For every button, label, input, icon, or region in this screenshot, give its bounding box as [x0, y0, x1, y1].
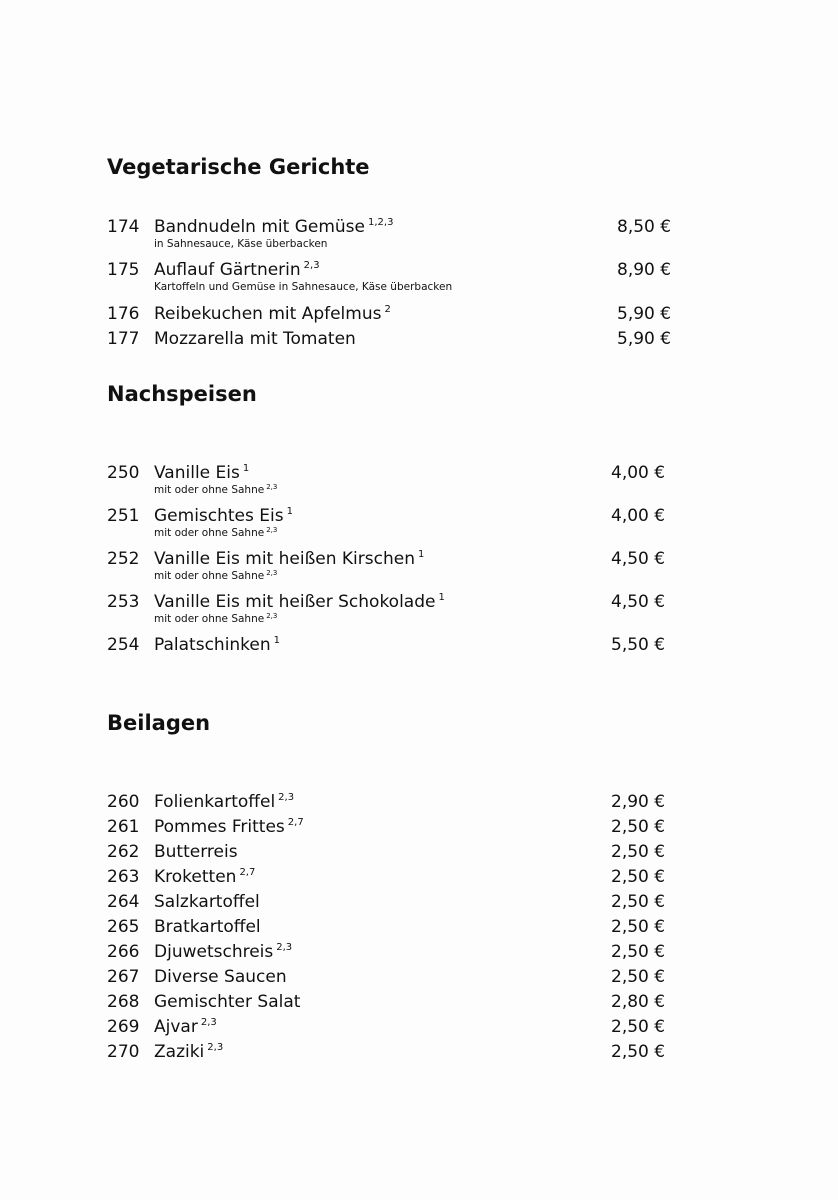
item-allergens: 1,2,3: [367, 217, 394, 228]
menu-item: [107, 259, 682, 293]
item-allergens: 2,3: [278, 792, 295, 803]
menu-item: [107, 1016, 682, 1038]
item-number: 252: [107, 549, 140, 569]
item-number: 262: [107, 842, 140, 862]
item-allergens: 2: [384, 304, 391, 315]
item-number: 261: [107, 817, 140, 837]
item-name: Djuwetschreis: [154, 942, 274, 962]
item-name-wrap: [154, 259, 320, 281]
section-title-beilagen: Beilagen: [107, 711, 211, 735]
item-name-wrap: [154, 303, 391, 325]
item-number: 270: [107, 1042, 140, 1062]
item-allergens: 1: [273, 635, 281, 646]
item-allergens: 1: [438, 592, 445, 603]
item-description-allergens: 2,3: [266, 483, 278, 491]
section-title-vegetarisch: Vegetarische Gerichte: [107, 155, 370, 179]
item-number: 254: [107, 635, 140, 655]
item-number: 269: [107, 1017, 140, 1037]
item-number: 267: [107, 967, 140, 987]
item-name: Gemischtes Eis: [154, 506, 284, 526]
item-description-wrap: [154, 527, 277, 540]
item-allergens: 1: [418, 549, 425, 560]
item-name: Ajvar: [154, 1017, 198, 1037]
item-name: Bandnudeln mit Gemüse: [154, 217, 365, 237]
item-number: 176: [107, 304, 140, 324]
item-name: Folienkartoffel: [154, 792, 276, 812]
item-description: mit oder ohne Sahne: [154, 570, 265, 582]
menu-item: [107, 1041, 682, 1063]
menu-item: [107, 548, 682, 582]
item-price: 5,90 €: [617, 329, 672, 349]
item-name: Gemischter Salat: [154, 992, 301, 1012]
item-price: 2,50 €: [611, 1017, 666, 1037]
item-name: Reibekuchen mit Apfelmus: [154, 304, 382, 324]
item-description-wrap: [154, 570, 277, 583]
item-name-wrap: [154, 1041, 223, 1063]
item-number: 175: [107, 260, 140, 280]
menu-item: [107, 791, 682, 813]
item-name: Butterreis: [154, 842, 238, 862]
item-number: 264: [107, 892, 140, 912]
item-name: Vanille Eis mit heißer Schokolade: [154, 592, 436, 612]
item-name-wrap: [154, 634, 280, 656]
item-price: 5,90 €: [617, 304, 672, 324]
menu-item: [107, 991, 682, 1013]
item-name-wrap: [154, 462, 249, 484]
item-name-wrap: [154, 505, 293, 527]
menu-item: [107, 941, 682, 963]
item-price: 2,50 €: [611, 967, 666, 987]
item-name-wrap: [154, 216, 393, 238]
item-price: 4,00 €: [611, 463, 666, 483]
item-allergens: 1: [286, 506, 293, 517]
item-name: Diverse Saucen: [154, 967, 287, 987]
item-name-wrap: [154, 591, 445, 613]
item-name: Salzkartoffel: [154, 892, 260, 912]
item-price: 2,50 €: [611, 917, 666, 937]
item-description-allergens: 2,3: [266, 612, 278, 620]
item-price: 2,80 €: [611, 992, 666, 1012]
item-name-wrap: [154, 866, 255, 888]
menu-item: [107, 816, 682, 838]
menu-item: [107, 591, 682, 625]
item-number: 174: [107, 217, 140, 237]
item-price: 5,50 €: [611, 635, 666, 655]
item-name: Bratkartoffel: [154, 917, 261, 937]
item-name: Zaziki: [154, 1042, 205, 1062]
item-allergens: 2,3: [303, 260, 320, 271]
menu-item: [107, 891, 682, 913]
item-name: Kroketten: [154, 867, 237, 887]
item-number: 251: [107, 506, 140, 526]
menu-item: [107, 328, 682, 350]
item-allergens: 1: [242, 463, 250, 474]
item-allergens: 2,3: [276, 942, 293, 953]
section-title-nachspeisen: Nachspeisen: [107, 382, 257, 406]
item-number: 266: [107, 942, 140, 962]
item-allergens: 2,7: [239, 867, 256, 878]
item-price: 2,50 €: [611, 817, 666, 837]
item-number: 268: [107, 992, 140, 1012]
menu-item: [107, 216, 682, 250]
item-price: 8,50 €: [617, 217, 672, 237]
item-description: mit oder ohne Sahne: [154, 613, 265, 625]
item-name-wrap: [154, 816, 304, 838]
item-description: in Sahnesauce, Käse überbacken: [154, 238, 328, 250]
item-name: Pommes Frittes: [154, 817, 285, 837]
menu-item: [107, 303, 682, 325]
item-price: 4,50 €: [611, 549, 666, 569]
item-name-wrap: [154, 941, 292, 963]
item-name: Auflauf Gärtnerin: [154, 260, 301, 280]
menu-item: [107, 841, 682, 863]
item-price: 8,90 €: [617, 260, 672, 280]
item-price: 4,00 €: [611, 506, 666, 526]
item-description: Kartoffeln und Gemüse in Sahnesauce, Käse überbacken: [154, 281, 453, 293]
item-description: mit oder ohne Sahne: [154, 527, 265, 539]
item-number: 265: [107, 917, 140, 937]
menu-item: [107, 462, 682, 496]
item-number: 177: [107, 329, 140, 349]
item-name-wrap: [154, 548, 424, 570]
item-number: 260: [107, 792, 140, 812]
menu-item: [107, 634, 682, 656]
item-description-wrap: [154, 484, 277, 497]
menu-item: [107, 966, 682, 988]
item-allergens: 2,3: [200, 1017, 217, 1028]
menu-item: [107, 505, 682, 539]
item-name: Vanille Eis mit heißen Kirschen: [154, 549, 415, 569]
item-description-wrap: [154, 613, 277, 626]
item-allergens: 2,3: [207, 1042, 224, 1053]
item-name: Mozzarella mit Tomaten: [154, 329, 356, 349]
item-allergens: 2,7: [287, 817, 304, 828]
item-price: 2,50 €: [611, 892, 666, 912]
item-number: 253: [107, 592, 140, 612]
menu-item: [107, 866, 682, 888]
item-price: 2,50 €: [611, 842, 666, 862]
item-number: 250: [107, 463, 140, 483]
item-price: 2,90 €: [611, 792, 666, 812]
item-price: 2,50 €: [611, 942, 666, 962]
item-price: 4,50 €: [611, 592, 666, 612]
item-price: 2,50 €: [611, 1042, 666, 1062]
item-number: 263: [107, 867, 140, 887]
item-name-wrap: [154, 791, 294, 813]
item-description: mit oder ohne Sahne: [154, 484, 265, 496]
item-name-wrap: [154, 1016, 217, 1038]
item-price: 2,50 €: [611, 867, 666, 887]
item-name: Palatschinken: [154, 635, 271, 655]
item-description-allergens: 2,3: [266, 526, 278, 534]
menu-item: [107, 916, 682, 938]
item-description-allergens: 2,3: [266, 569, 278, 577]
item-name: Vanille Eis: [154, 463, 240, 483]
